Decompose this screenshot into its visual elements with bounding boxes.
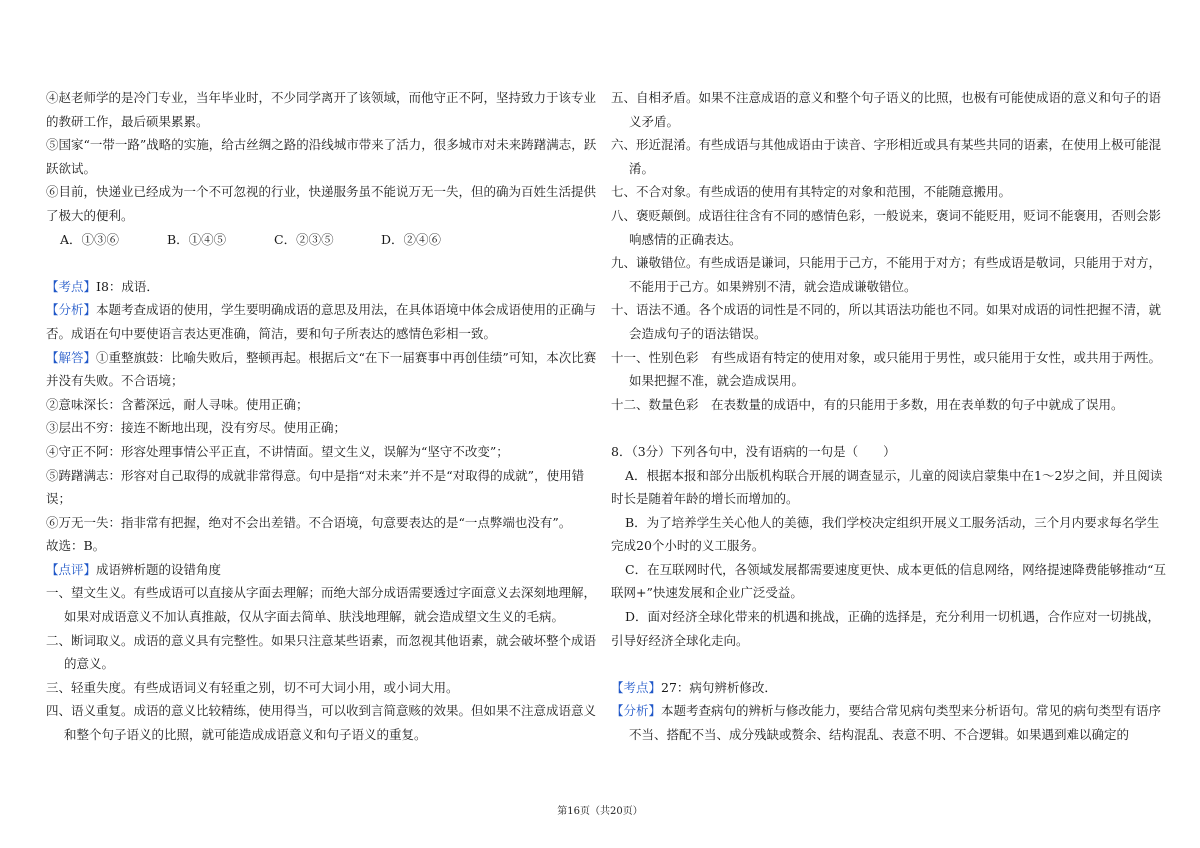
list-item: 四、语义重复。成语的意义比较精练，使用得当，可以收到言简意赅的效果。但如果不注意成语意义和整个句子语义的比照，就可能造成成语意义和句子语义的重复。: [46, 703, 597, 743]
q5-sentence: ⑤国家“一带一路”战略的实施，给古丝绸之路的沿线城市带来了活力，很多城市对未来踌躇满志，跃跃欲试。: [46, 137, 597, 176]
kaodian-tag: 【考点】: [46, 278, 97, 294]
fenxi-text: 本题考查病句的辨析与修改能力，要结合常见病句类型来分析语句。常见的病句类型有语序不当、搭配不当、成分残缺或赘余、结构混乱、表意不明、不合逻辑。如果遇到难以确定的: [629, 703, 1162, 743]
list-item: 五、自相矛盾。如果不注意成语的意义和整个句子语义的比照，也极有可能使成语的意义和句子的语义矛盾。: [611, 90, 1162, 129]
q4-sentence: ④赵老师学的是冷门专业，当年毕业时，不少同学离开了该领域，而他守正不阿，坚持致力于该专业的教研工作，最后硕果累累。: [46, 90, 597, 129]
fenxi-2: [611, 699, 1171, 746]
dianping-text: 成语辨析题的设错角度: [96, 561, 222, 577]
answer-choice: 故选：B。: [46, 538, 106, 554]
list-item: 十二、数量色彩 在表数量的成语中，有的只能用于多数，用在表单数的句子中就成了误用。: [611, 396, 1124, 412]
list-item: 八、褒贬颠倒。成语往往含有不同的感情色彩，一般说来，褒词不能贬用，贬词不能褒用，否则会影响感情的正确表达。: [611, 207, 1162, 247]
jieda-item-4: ④守正不阿：形容处理事情公平正直，不讲情面。望文生义，误解为“坚守不改变”；: [46, 443, 509, 459]
left-column: [46, 86, 606, 747]
q8-option-d: D．面对经济全球化带来的机遇和挑战，正确的选择是，充分利用一切机遇，合作应对一切挑战，引导好经济全球化走向。: [611, 609, 1161, 648]
dianping-tag: 【点评】: [46, 561, 97, 577]
jieda-item-5: ⑤踌躇满志：形容对自己取得的成就非常得意。句中是指“对未来”并不是“对取得的成就”，使用错误；: [46, 467, 585, 507]
jieda-item-2: ②意味深长：含蓄深远，耐人寻味。使用正确；: [46, 396, 309, 412]
list-item: 七、不合对象。有些成语的使用有其特定的对象和范围，不能随意搬用。: [611, 184, 1012, 200]
jieda-text-1: ①重整旗鼓：比喻失败后，整顿再起。根据后文“在下一届赛事中再创佳绩”可知，本次比赛并没有失败。不合语境；: [46, 349, 597, 389]
option-a: A．①③⑥: [60, 231, 120, 247]
jieda-item-6: ⑥万无一失：指非常有把握，绝对不会出差错。不合语境，句意要表达的是“一点弊端也没有”。: [46, 514, 572, 530]
spacer: [611, 416, 1171, 440]
kaodian-text: I8：成语．: [96, 278, 159, 294]
option-d: D．②④⑥: [381, 231, 442, 247]
kaodian-2: [611, 676, 1171, 700]
list-item: 六、形近混淆。有些成语与其他成语由于读音、字形相近或具有某些共同的语素，在使用上极可能混淆。: [611, 137, 1162, 176]
q8-option-a: A．根据本报和部分出版机构联合开展的调查显示，儿童的阅读启蒙集中在1～2岁之间，并且阅读时长是随着年龄的增长而增加的。: [611, 467, 1163, 507]
page-footer: 第16页（共20页）: [557, 806, 643, 817]
jieda-tag: 【解答】: [46, 349, 97, 365]
fenxi-text: 本题考查成语的使用，学生要明确成语的意思及用法，在具体语境中体会成语使用的正确与否。成语在句中要使语言表达更准确，简洁，要和句子所表达的感情色彩相一致。: [46, 302, 597, 341]
list-item: 十、语法不通。各个成语的词性是不同的，所以其语法功能也不同。如果对成语的词性把握不清，就会造成句子的语法错误。: [611, 302, 1162, 341]
fenxi-tag: 【分析】: [611, 703, 662, 719]
jieda-item-3: ③层出不穷：接连不断地出现，没有穷尽。使用正确；: [46, 420, 347, 436]
kaodian: [46, 275, 606, 299]
fenxi-tag: 【分析】: [46, 302, 97, 318]
spacer: [611, 652, 1171, 676]
jieda: [46, 346, 606, 393]
kaodian-tag: 【考点】: [611, 679, 662, 695]
question-8: 8．（3分）下列各句中，没有语病的一句是（ ）: [611, 443, 896, 459]
option-b: B．①④⑤: [167, 231, 227, 247]
list-item: 十一、性别色彩 有些成语有特定的使用对象，或只能用于男性，或只能用于女性，或共用于两性。如果把握不准，就会造成误用。: [611, 349, 1162, 389]
fenxi: [46, 298, 606, 345]
spacer: [46, 251, 606, 275]
dianping: [46, 558, 606, 582]
list-item: 三、轻重失度。有些成语词义有轻重之别，切不可大词小用，或小词大用。: [46, 679, 459, 695]
list-item: 一、望文生义。有些成语可以直接从字面去理解；而绝大部分成语需要透过字面意义去深刻地理解，如果对成语意义不加认真推敲，仅从字面去简单、肤浅地理解，就会造成望文生义的毛病。: [46, 585, 597, 625]
list-item: 九、谦敬错位。有些成语是谦词，只能用于己方，不能用于对方；有些成语是敬词，只能用于对方，不能用于己方。如果辨别不清，就会造成谦敬错位。: [611, 255, 1162, 294]
option-c: C．②③⑤: [274, 231, 334, 247]
answer-options: [46, 228, 606, 252]
list-item: 二、断词取义。成语的意义具有完整性。如果只注意某些语素，而忽视其他语素，就会破坏整个成语的意义。: [46, 632, 597, 672]
q8-option-c: C．在互联网时代，各领域发展都需要速度更快、成本更低的信息网络，网络提速降费能够推动“互联网+”快速发展和企业广泛受益。: [611, 561, 1166, 601]
q6-sentence: ⑥目前，快递业已经成为一个不可忽视的行业，快递服务虽不能说万无一失，但的确为百姓生活提供了极大的便利。: [46, 184, 597, 223]
right-column: [611, 86, 1171, 747]
kaodian-text: 27：病句辨析修改．: [661, 679, 777, 695]
q8-option-b: B．为了培养学生关心他人的美德，我们学校决定组织开展义工服务活动，三个月内要求每名学生完成20个小时的义工服务。: [611, 514, 1160, 554]
